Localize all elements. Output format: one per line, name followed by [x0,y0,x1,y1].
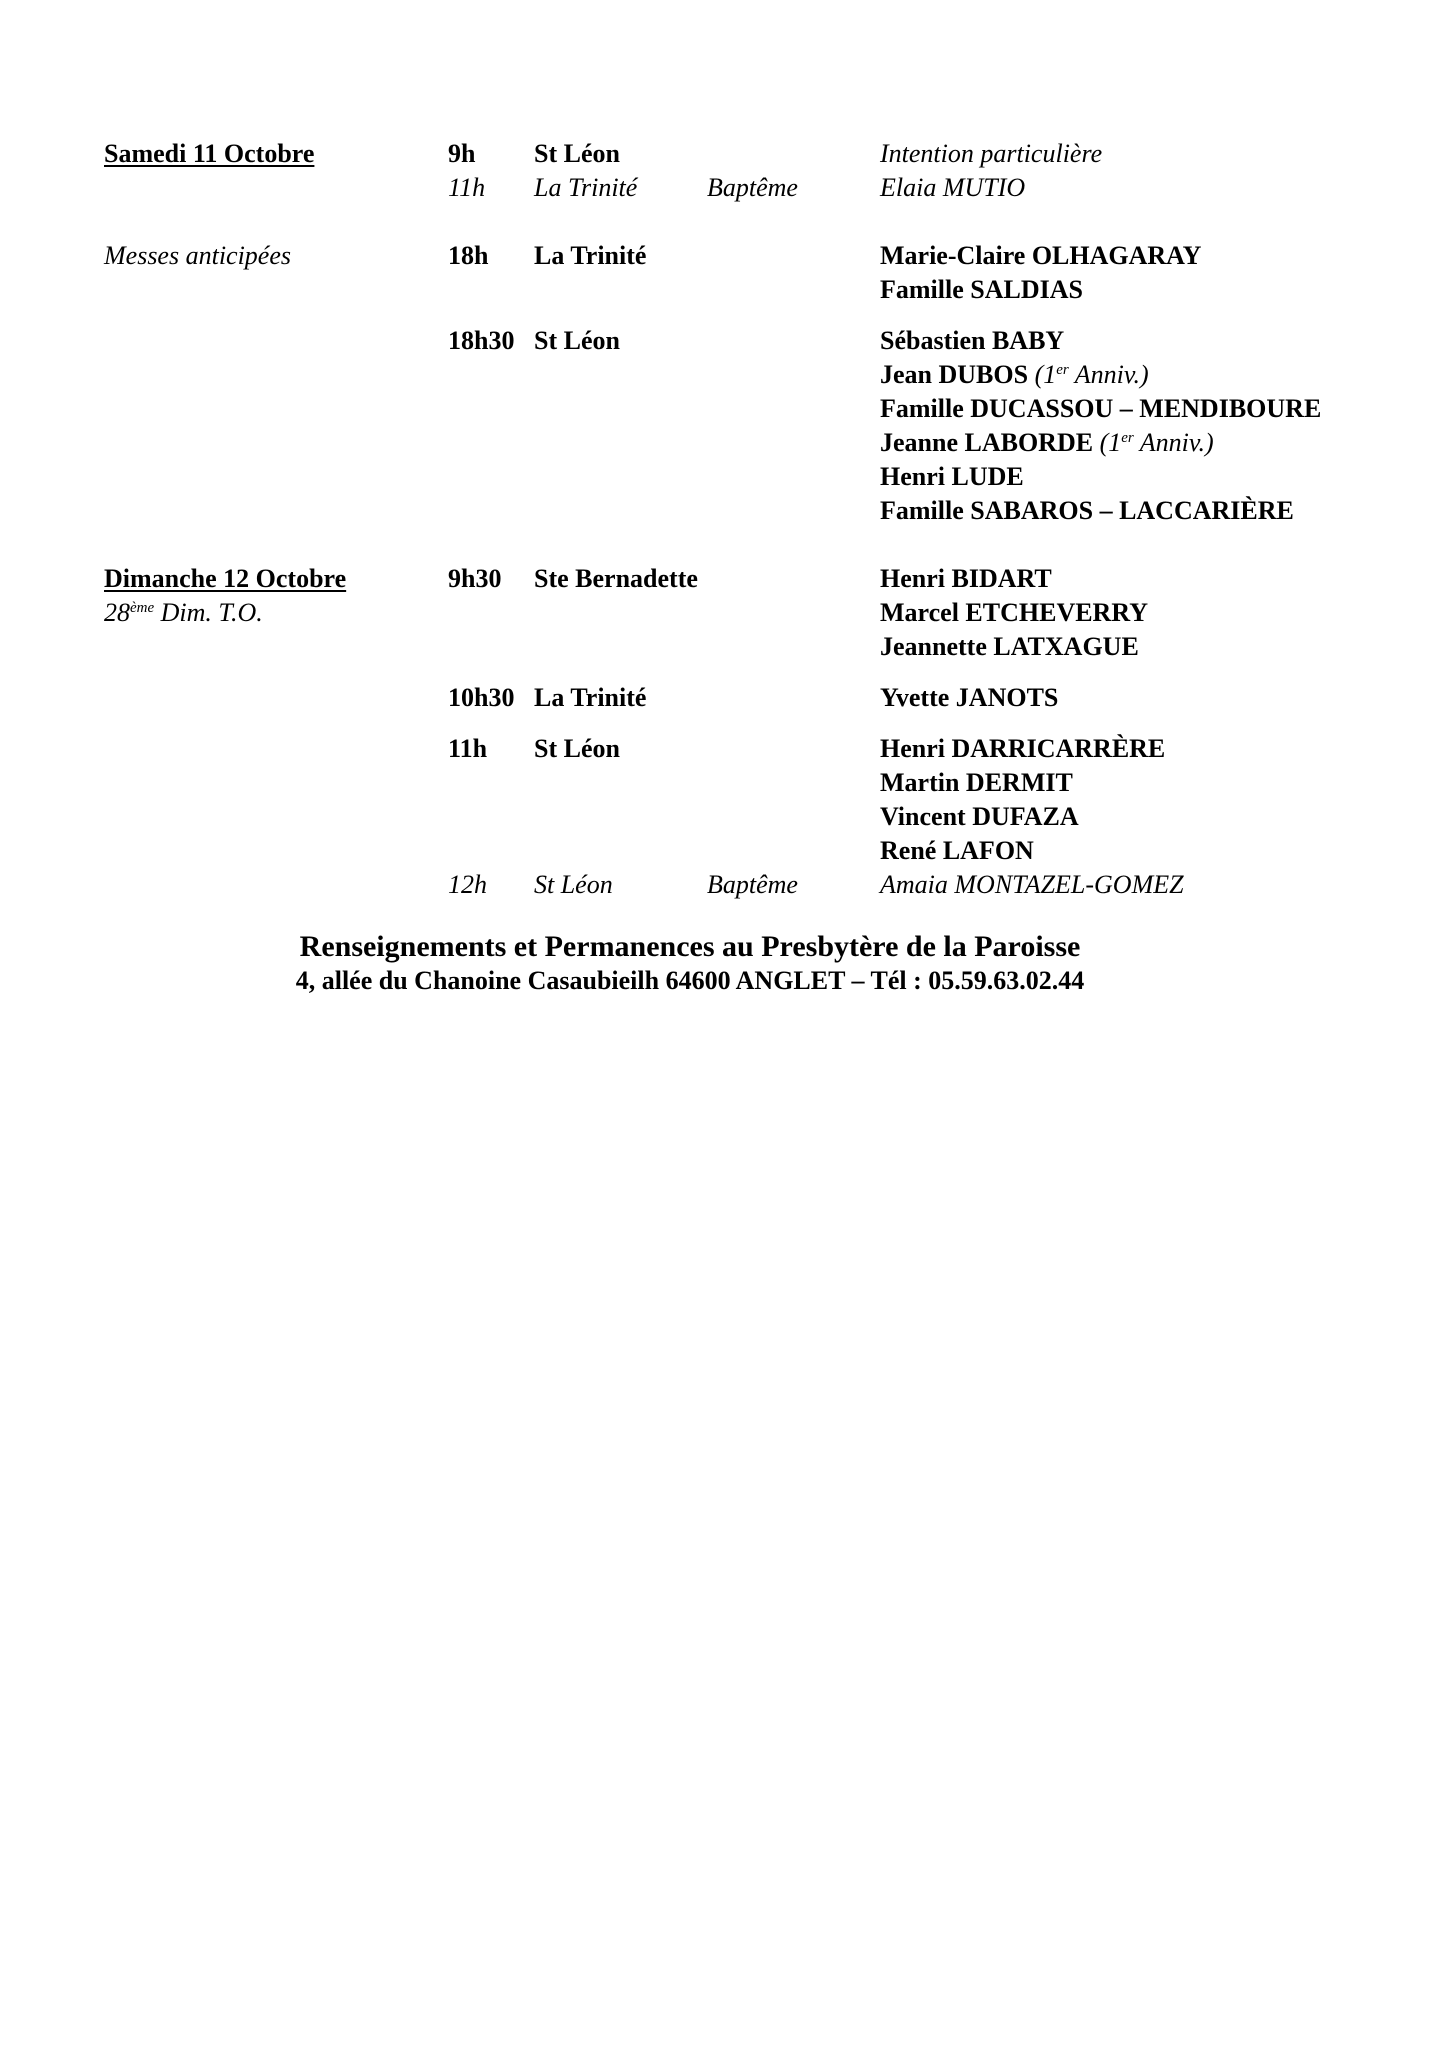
baptism-name: Elaia MUTIO [880,173,1026,202]
intention-name: Henri LUDE [880,462,1024,491]
anniversary-note: (1er Anniv.) [1099,428,1214,457]
intention-name: Henri DARRICARRÈRE [880,734,1166,763]
mass-time: 18h [448,241,489,270]
mass-time: 12h [448,870,487,899]
footer-title: Renseignements et Permanences au Presbytère de la Paroisse [299,930,1081,963]
intention-name: Famille SALDIAS [880,275,1083,304]
mass-place: St Léon [534,734,620,763]
section-label-messes-anticipees: Messes anticipées [104,241,292,270]
mass-time: 9h30 [448,564,502,593]
anniversary-note: (1er Anniv.) [1034,360,1149,389]
liturgical-subtitle: 28ème Dim. T.O. [104,598,263,627]
intention-name: Henri BIDART [880,564,1052,593]
mass-time: 18h30 [448,326,515,355]
intention-name: Famille SABAROS – LACCARIÈRE [880,496,1294,525]
mass-time: 11h [448,734,488,763]
mass-time: 9h [448,139,476,168]
intention-name: Jeannette LATXAGUE [880,632,1139,661]
intention-name: Marie-Claire OLHAGARAY [880,241,1202,270]
mass-time: 11h [448,173,486,202]
intention-name: Jean DUBOS (1er Anniv.) [880,360,1149,389]
intention-name: Marcel ETCHEVERRY [880,598,1148,627]
mass-place: La Trinité [534,683,647,712]
mass-place: Ste Bernadette [534,564,698,593]
mass-place: St Léon [534,326,620,355]
intention-name: Yvette JANOTS [880,683,1059,712]
day-heading-dimanche: Dimanche 12 Octobre [104,564,347,593]
intention-name: Martin DERMIT [880,768,1073,797]
mass-place: La Trinité [534,173,638,202]
mass-place: La Trinité [534,241,647,270]
event-type: Baptême [707,870,798,899]
intention-name: Vincent DUFAZA [880,802,1079,831]
intention-name: Sébastien BABY [880,326,1065,355]
mass-time: 10h30 [448,683,515,712]
intention-name: René LAFON [880,836,1034,865]
baptism-name: Amaia MONTAZEL-GOMEZ [880,870,1184,899]
footer-address: 4, allée du Chanoine Casaubieilh 64600 ANGLET – Tél : 05.59.63.02.44 [295,966,1085,995]
intention-name: Famille DUCASSOU – MENDIBOURE [880,394,1322,423]
event-type: Baptême [707,173,798,202]
intention-name: Jeanne LABORDE (1er Anniv.) [880,428,1214,457]
mass-place: St Léon [534,870,613,899]
day-heading-samedi: Samedi 11 Octobre [104,139,315,168]
mass-place: St Léon [534,139,620,168]
mass-intention: Intention particulière [880,139,1103,168]
